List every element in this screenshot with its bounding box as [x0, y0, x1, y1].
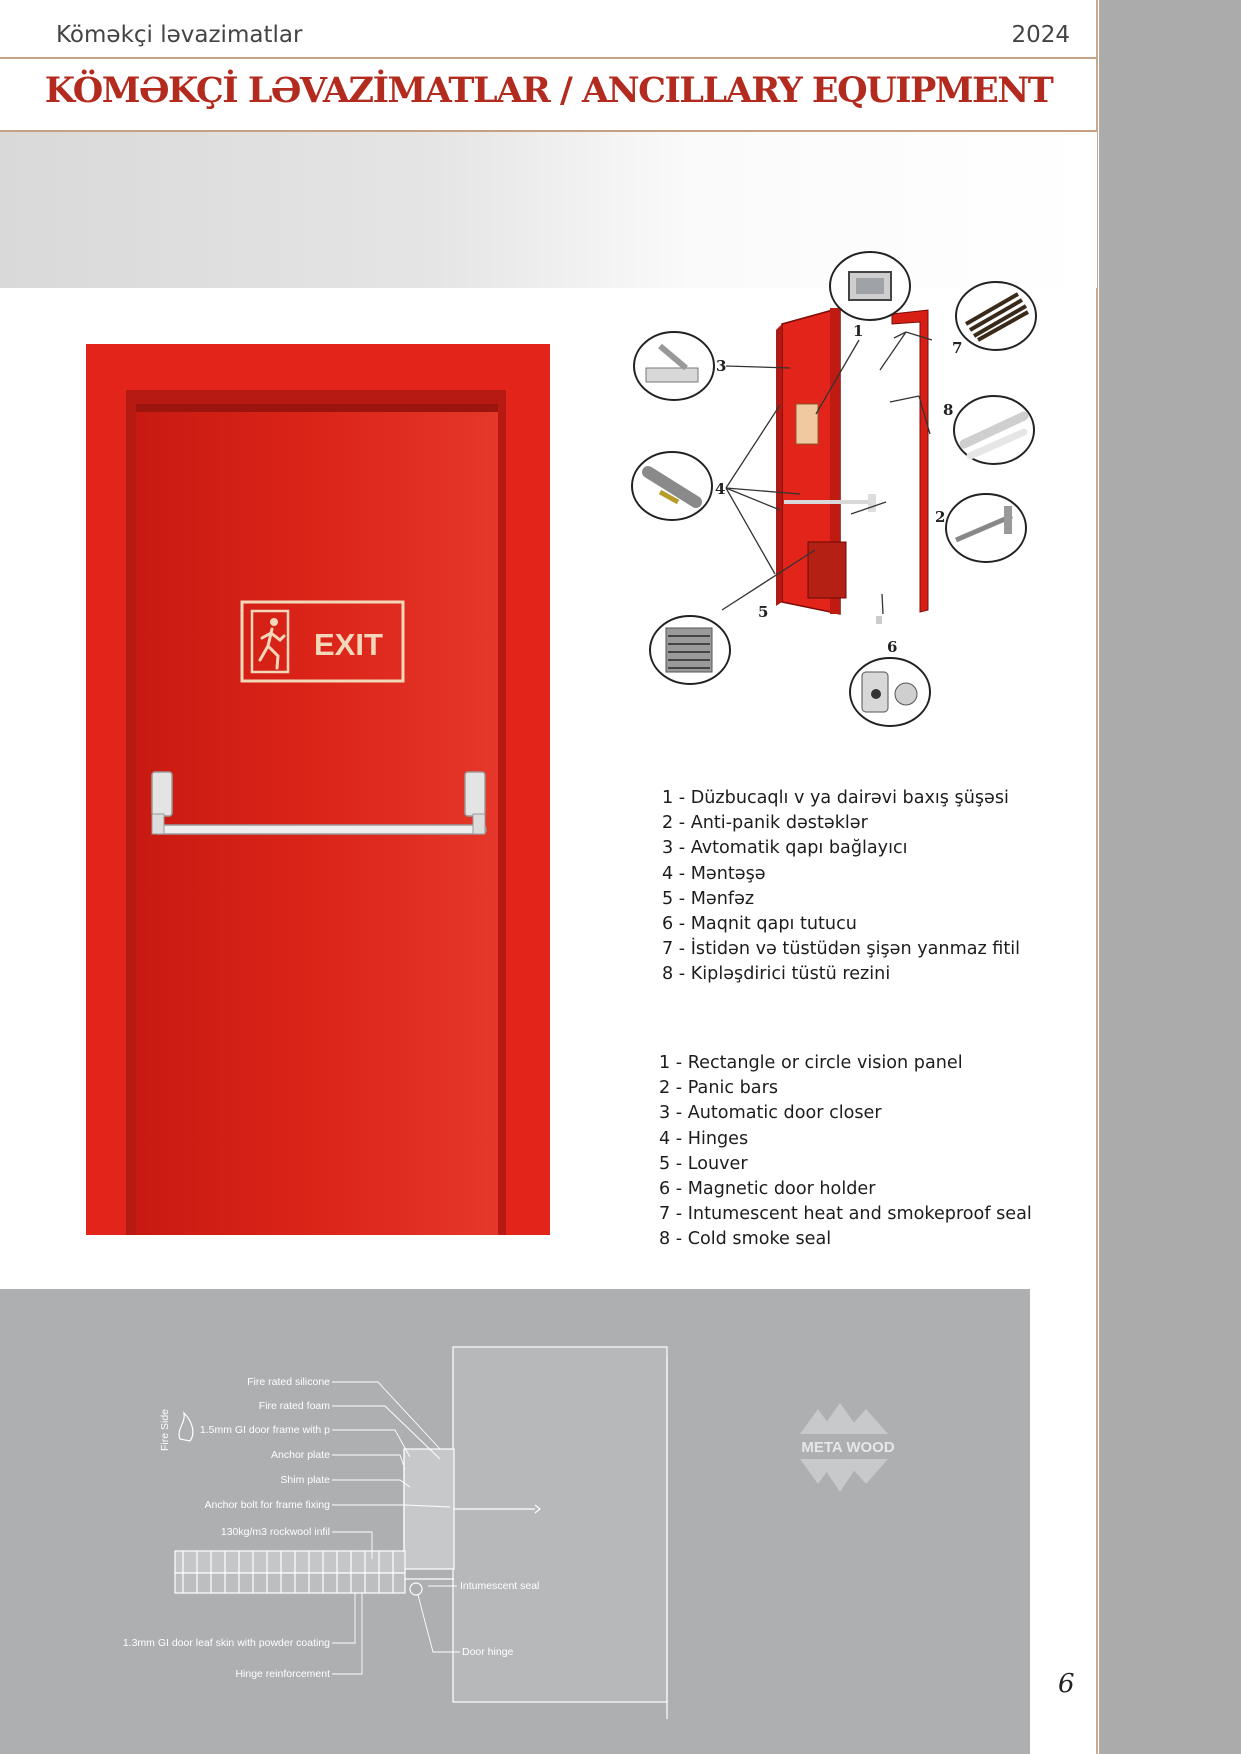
- watermark-brand: META WOOD: [801, 1439, 895, 1456]
- label-intumescent-seal: Intumescent seal: [460, 1580, 540, 1592]
- page-title: KÖMƏKÇİ LƏVAZİMATLAR / ANCILLARY EQUIPMENT: [44, 70, 1053, 111]
- header-rule-top: [0, 57, 1097, 59]
- running-header-title: Köməkçi ləvazimatlar: [56, 22, 303, 48]
- legend-item: 4 - Məntəşə: [662, 863, 766, 884]
- svg-text:8: 8: [943, 401, 954, 419]
- legend-item: 6 - Maqnit qapı tutucu: [662, 914, 857, 935]
- legend-item: 1 - Düzbucaqlı v ya dairəvi baxış şüşəsi: [662, 788, 1009, 808]
- svg-text:4: 4: [715, 480, 726, 498]
- legend-item: 5 - Louver: [659, 1153, 748, 1174]
- legend-item: 7 - Intumescent heat and smokeproof seal: [659, 1204, 1032, 1225]
- meta-wood-logo: [800, 1403, 895, 1492]
- page-number: 6: [1058, 1669, 1075, 1699]
- svg-text:5: 5: [758, 603, 769, 621]
- legend-item: 4 - Hinges: [659, 1128, 749, 1149]
- legend-item: 8 - Cold smoke seal: [659, 1229, 832, 1250]
- svg-text:6: 6: [887, 638, 898, 656]
- label-hinge-reinforcement: Hinge reinforcement: [235, 1668, 330, 1680]
- legend-item: 7 - İstidən və tüstüdən şişən yanmaz fitil: [662, 939, 1021, 960]
- louver-icon: [650, 616, 730, 684]
- components-diagram: [630, 244, 1040, 734]
- door-sketch: [776, 308, 928, 624]
- magnetic-holder-icon: [850, 658, 930, 726]
- label-shim-plate: Shim plate: [280, 1474, 330, 1486]
- label-door-hinge: Door hinge: [462, 1646, 514, 1658]
- svg-text:7: 7: [952, 339, 963, 357]
- smoke-seal-icon: [954, 396, 1034, 464]
- label-rockwool-infill: 130kg/m3 rockwool infil: [220, 1526, 330, 1538]
- label-anchor-plate: Anchor plate: [271, 1449, 330, 1461]
- exit-sign-text: EXIT: [314, 627, 383, 662]
- legend-item: 2 - Anti-panik dəstəklər: [662, 813, 868, 834]
- running-header-year: 2024: [1011, 22, 1070, 48]
- legend-item: 2 - Panic bars: [659, 1078, 778, 1099]
- label-fire-side: Fire Side: [159, 1408, 171, 1451]
- svg-text:2: 2: [935, 508, 946, 526]
- right-sidebar-strip: [1099, 0, 1241, 1754]
- panic-bar-icon: [946, 494, 1026, 562]
- vision-panel-icon: [830, 252, 910, 320]
- svg-text:1: 1: [853, 322, 864, 340]
- fire-door-image: [86, 344, 550, 1235]
- legend-item: 1 - Rectangle or circle vision panel: [659, 1053, 963, 1073]
- legend-item: 3 - Avtomatik qapı bağlayıcı: [662, 838, 908, 859]
- door-leaf: [136, 404, 498, 1235]
- door-frame-section-drawing: [0, 1289, 1030, 1754]
- svg-text:3: 3: [716, 357, 727, 375]
- intumescent-seal-icon: [956, 282, 1036, 350]
- legend-english: [659, 1051, 1032, 1253]
- door-closer-icon: [634, 332, 714, 400]
- label-fire-rated-silicone: Fire rated silicone: [247, 1376, 330, 1388]
- legend-azerbaijani: [662, 786, 1020, 988]
- label-anchor-bolt: Anchor bolt for frame fixing: [204, 1499, 330, 1511]
- label-door-leaf-skin: 1.3mm GI door leaf skin with powder coating: [122, 1637, 330, 1649]
- legend-item: 5 - Mənfəz: [662, 888, 755, 909]
- fire-side-icon: [179, 1413, 193, 1441]
- section-drawing-panel: [0, 1289, 1030, 1754]
- label-fire-rated-foam: Fire rated foam: [258, 1400, 330, 1412]
- hinge-icon: [632, 452, 712, 520]
- legend-item: 8 - Kipləşdirici tüstü rezini: [662, 964, 891, 985]
- label-door-frame: 1.5mm GI door frame with p: [199, 1424, 330, 1436]
- legend-item: 6 - Magnetic door holder: [659, 1179, 876, 1200]
- legend-item: 3 - Automatic door closer: [659, 1103, 882, 1124]
